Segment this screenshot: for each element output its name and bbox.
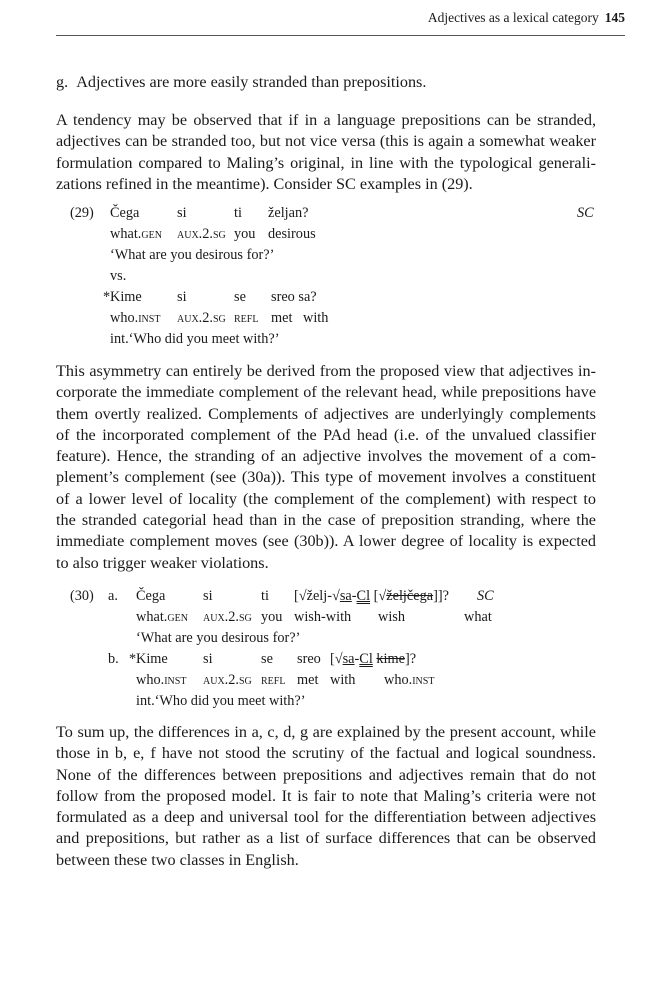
text-line: to also trigger weaker violations. [56,553,269,572]
paragraph-2 [56,361,596,574]
text-line: of a lower level of locality (the complement of the complement) with respect to [56,489,596,508]
item-g [56,72,596,93]
running-title: Adjectives as a lexical category [427,10,599,25]
word: Čega [110,205,140,221]
subexample-label: a. [108,588,118,604]
text-line: None of the differences between prepositions and adjectives remain that do not [56,765,596,784]
gloss: refl [234,310,259,326]
word: sreo sa? [271,289,317,305]
gloss: aux.2.sg [203,609,252,625]
gloss: with [330,672,356,688]
item-g-text: Adjectives are more easily stranded than prepositions. [76,73,427,91]
gloss: you [234,226,256,242]
gloss: refl [261,672,286,688]
text-line: follow from the proposed model. It is fair to note that Maling’s criteria were not [56,786,596,805]
word: si [203,651,213,667]
text-line: adjectives can be stranded too, but not vice versa (this is again a somewhat weaker [56,132,596,151]
gloss: met [297,672,319,688]
translation: ‘What are you desirous for?’ [136,630,301,646]
gloss: you [261,609,283,625]
text-line: the stranded categorial head than in the case of preposition stranding, where the [56,511,596,530]
gloss: what [464,609,492,625]
gloss: who.inst [384,672,435,688]
text-line: those in b, e, f have not stood the scrutiny of the factual and logical soundness. [56,744,596,763]
translation: ‘What are you desirous for?’ [110,247,275,263]
word: željan? [268,205,309,221]
text-line: of the incorporated complement of the PAd head (i.e. of the unvalued classifier [56,425,596,444]
word: si [177,205,187,221]
text-line: A tendency may be observed that if in a language prepositions can be stranded, [56,111,596,129]
gloss: desirous [268,226,316,242]
bracketed-structure: [√sa-Cl kime]? [330,651,417,667]
ungrammatical-star: * [129,651,137,667]
text-line: This asymmetry can entirely be derived from the proposed view that adjectives in- [56,362,596,380]
word: ti [234,205,242,221]
text-line: To sum up, the differences in a, c, d, g are explained by the present account, while [56,723,596,741]
text-line: them overtly realized. Complements of adjectives are underlyingly complements [56,404,596,423]
bracketed-structure: [√želj-√sa-Cl [√željčega]]? [294,588,449,604]
text-line: corporate the immediate complement of the relevant head, while prepositions have [56,383,596,402]
word: Kime [136,651,168,667]
gloss: wish [378,609,406,625]
text-line: zations refined in the meantime). Consider SC examples in (29). [56,174,473,193]
language-tag: SC [477,588,494,604]
vs-label: vs. [110,268,127,284]
page-number: 145 [604,10,625,25]
text-line: between these two classes in English. [56,850,299,869]
word: si [203,588,213,604]
text-line: formulated as a deep and universal tool for the differentiation between adjectives [56,808,596,827]
example-number: (30) [70,588,94,604]
word: sreo [297,651,321,667]
word: se [234,289,246,305]
text-line: feature). Hence, the stranding of an adjective involves the movement of a com- [56,447,596,466]
gloss: met [271,310,293,326]
word: se [261,651,273,667]
gloss: who.inst [136,672,187,688]
gloss: with [303,310,329,326]
word: si [177,289,187,305]
gloss: aux.2.sg [203,672,252,688]
gloss: aux.2.sg [177,310,226,326]
example-30 [0,586,650,711]
gloss: what.gen [136,609,188,625]
item-g-label: g. [56,73,69,91]
subexample-label: b. [108,651,119,667]
gloss: what.gen [110,226,162,242]
gloss: wish-with [294,609,352,625]
word: ti [261,588,269,604]
text-line: plement’s complement (see (30a)). This type of movement involves a constituent [56,468,596,487]
word: Čega [136,588,166,604]
example-29 [0,203,650,348]
text-line: and prepositions, but rather as a list of surface differences that can be observed [56,829,596,848]
running-header [428,10,625,26]
text-line: formulation compared to Maling’s original, in line with the typological generali- [56,153,596,172]
language-tag: SC [577,205,594,221]
text-line: immediate complement moves (see (30b)). A lower degree of locality is expected [56,532,596,551]
translation: int.‘Who did you meet with?’ [110,331,280,347]
paragraph-1 [56,110,596,195]
word: Kime [110,289,142,305]
paragraph-3 [56,722,596,871]
example-number: (29) [70,205,94,221]
gloss: who.inst [110,310,161,326]
translation: int.‘Who did you meet with?’ [136,693,306,709]
header-rule [56,35,625,36]
gloss: aux.2.sg [177,226,226,242]
ungrammatical-star: * [103,289,111,305]
